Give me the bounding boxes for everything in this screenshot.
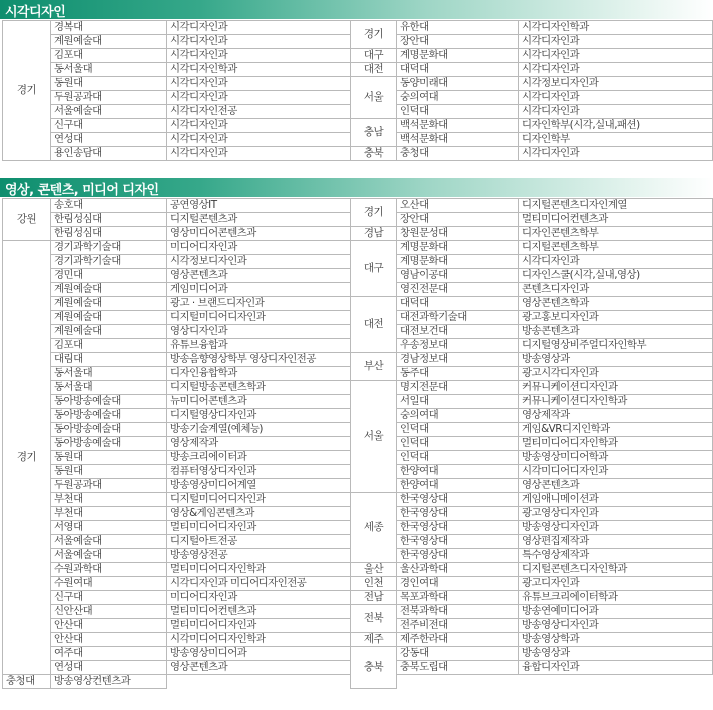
school-cell: 계명문화대 [397, 49, 519, 63]
region-cell: 경기 [351, 21, 397, 49]
school-cell: 충청대 [3, 675, 51, 689]
department-cell: 방송영상디자인과 [519, 521, 713, 535]
region-cell: 경기 [3, 241, 51, 675]
table-row [3, 633, 713, 647]
department-cell: 멀티미디어디자인학과 [167, 563, 351, 577]
department-cell: 시각정보디자인과 [167, 255, 351, 269]
school-cell: 영진전문대 [397, 283, 519, 297]
school-cell: 부천대 [51, 507, 167, 521]
department-cell: 시각디자인과 [167, 119, 351, 133]
department-cell: 시각디자인전공 [167, 105, 351, 119]
school-cell: 울산과학대 [397, 563, 519, 577]
school-cell: 서울예술대 [51, 549, 167, 563]
media-design-table [2, 198, 713, 689]
school-cell: 동원대 [51, 77, 167, 91]
school-cell: 백석문화대 [397, 133, 519, 147]
department-cell: 커뮤니케이션디자인과 [519, 381, 713, 395]
region-cell: 충북 [351, 147, 397, 161]
school-cell: 영남이공대 [397, 269, 519, 283]
school-cell: 한양여대 [397, 465, 519, 479]
school-cell: 계원예술대 [51, 325, 167, 339]
table-row [3, 381, 713, 395]
department-cell: 시각디자인과 [167, 35, 351, 49]
department-cell: 광고 · 브랜드디자인과 [167, 297, 351, 311]
school-cell: 신안산대 [51, 605, 167, 619]
region-cell: 전남 [351, 591, 397, 605]
table-row [3, 199, 713, 213]
department-cell: 영상디자인과 [167, 325, 351, 339]
department-cell: 방송영상미디어계열 [167, 479, 351, 493]
section-header-bar [0, 0, 713, 19]
table-row [3, 493, 713, 507]
school-cell: 동주대 [397, 367, 519, 381]
school-cell: 부천대 [51, 493, 167, 507]
department-cell: 디자인학부 [519, 133, 713, 147]
region-cell: 충남 [351, 119, 397, 147]
school-cell: 한림성심대 [51, 213, 167, 227]
department-cell: 디지털미디어디자인과 [167, 311, 351, 325]
school-cell: 서일대 [397, 395, 519, 409]
school-cell: 신구대 [51, 119, 167, 133]
department-cell: 영상제작과 [519, 409, 713, 423]
department-cell: 커뮤니케이션디자인학과 [519, 395, 713, 409]
region-cell: 경기 [351, 199, 397, 227]
school-cell: 동서울대 [51, 381, 167, 395]
school-cell: 두원공과대 [51, 479, 167, 493]
department-cell: 시각디자인과 [519, 105, 713, 119]
department-cell: 영상제작과 [167, 437, 351, 451]
school-cell: 경기과학기술대 [51, 255, 167, 269]
school-cell: 대전보건대 [397, 325, 519, 339]
school-cell: 계원예술대 [51, 283, 167, 297]
region-cell: 대전 [351, 297, 397, 353]
school-cell: 경인여대 [397, 577, 519, 591]
department-cell: 방송영상과 [519, 353, 713, 367]
department-cell: 시각디자인학과 [167, 63, 351, 77]
department-cell: 시각디자인과 [167, 133, 351, 147]
school-cell: 숭의여대 [397, 409, 519, 423]
school-cell: 강동대 [397, 647, 519, 661]
department-cell: 방송영상과 [519, 647, 713, 661]
school-cell: 대덕대 [397, 63, 519, 77]
department-cell: 시각디자인과 [519, 91, 713, 105]
region-cell: 충북 [351, 647, 397, 689]
school-cell: 전북과학대 [397, 605, 519, 619]
school-cell: 서울예술대 [51, 105, 167, 119]
department-cell: 방송콘텐츠과 [519, 325, 713, 339]
department-cell: 시각디자인과 미디어디자인전공 [167, 577, 351, 591]
department-cell: 광고디자인과 [519, 577, 713, 591]
department-cell: 게임미디어과 [167, 283, 351, 297]
department-cell: 방송연예미디어과 [519, 605, 713, 619]
school-cell: 대전과학기술대 [397, 311, 519, 325]
department-cell: 광고홍보디자인과 [519, 311, 713, 325]
department-cell: 영상콘텐츠과 [519, 479, 713, 493]
department-cell: 디지털미디어디자인과 [167, 493, 351, 507]
department-cell: 시각정보디자인과 [519, 77, 713, 91]
department-cell: 디지털콘텐츠학부 [519, 241, 713, 255]
school-cell: 숭의여대 [397, 91, 519, 105]
department-cell: 미디어디자인과 [167, 241, 351, 255]
school-cell: 수원과학대 [51, 563, 167, 577]
table-row [3, 147, 713, 161]
department-cell: 멀티미디어컨텐츠과 [167, 605, 351, 619]
department-cell: 시각디자인과 [167, 77, 351, 91]
region-cell: 대구 [351, 49, 397, 63]
department-cell: 시각디자인과 [167, 49, 351, 63]
department-cell: 광고영상디자인과 [519, 507, 713, 521]
department-cell: 융합디자인과 [519, 661, 713, 675]
department-cell: 유튜브융합과 [167, 339, 351, 353]
table-row [3, 77, 713, 91]
school-cell: 한양여대 [397, 479, 519, 493]
school-cell: 명지전문대 [397, 381, 519, 395]
department-cell: 유튜브크리에이터학과 [519, 591, 713, 605]
department-cell: 시각디자인과 [167, 91, 351, 105]
department-cell: 시각디자인과 [519, 49, 713, 63]
department-cell: 시각디자인학과 [519, 21, 713, 35]
department-cell: 멀티미디어컨텐츠과 [519, 213, 713, 227]
school-cell: 전주비전대 [397, 619, 519, 633]
region-cell: 전북 [351, 605, 397, 633]
department-cell: 게임&VR디지인학과 [519, 423, 713, 437]
school-cell: 동아방송예술대 [51, 409, 167, 423]
table-row [3, 119, 713, 133]
school-cell: 계원예술대 [51, 297, 167, 311]
department-cell: 디자인학부(시각,실내,패션) [519, 119, 713, 133]
school-cell: 오산대 [397, 199, 519, 213]
school-cell: 계명문화대 [397, 241, 519, 255]
school-cell: 서영대 [51, 521, 167, 535]
region-cell: 울산 [351, 563, 397, 577]
department-cell: 방송음향영상학부 영상디자인전공 [167, 353, 351, 367]
school-cell: 연성대 [51, 133, 167, 147]
department-cell: 영상편집제작과 [519, 535, 713, 549]
school-cell: 경민대 [51, 269, 167, 283]
department-cell: 방송영상전공 [167, 549, 351, 563]
department-cell: 디자인콘텐츠학부 [519, 227, 713, 241]
school-cell: 동원대 [51, 451, 167, 465]
table-row [3, 63, 713, 77]
region-cell: 서울 [351, 381, 397, 493]
school-cell: 백석문화대 [397, 119, 519, 133]
school-cell: 안산대 [51, 619, 167, 633]
department-cell: 시각미디어디자인학과 [167, 633, 351, 647]
department-cell: 뉴미디어콘텐츠과 [167, 395, 351, 409]
department-cell: 미디어디자인과 [167, 591, 351, 605]
department-cell: 멀티미디어디자인과 [167, 521, 351, 535]
department-cell: 영상미디어콘텐츠과 [167, 227, 351, 241]
region-cell: 부산 [351, 353, 397, 381]
region-cell: 경남 [351, 227, 397, 241]
school-cell: 한림성심대 [51, 227, 167, 241]
school-cell: 동서울대 [51, 63, 167, 77]
department-cell: 방송기술계열(예체능) [167, 423, 351, 437]
department-cell: 방송영상컨텐츠과 [51, 675, 167, 689]
school-cell: 인덕대 [397, 451, 519, 465]
school-cell: 계원예술대 [51, 35, 167, 49]
school-cell: 대덕대 [397, 297, 519, 311]
department-cell: 시각디자인과 [519, 63, 713, 77]
region-cell: 강원 [3, 199, 51, 241]
department-cell: 영상&게임콘텐츠과 [167, 507, 351, 521]
table-row [3, 353, 713, 367]
department-cell: 광고시각디자인과 [519, 367, 713, 381]
school-cell: 신구대 [51, 591, 167, 605]
region-cell: 제주 [351, 633, 397, 647]
department-cell: 멀티미디어디자인과 [167, 619, 351, 633]
school-cell: 김포대 [51, 339, 167, 353]
school-cell: 동아방송예술대 [51, 437, 167, 451]
table-row [3, 227, 713, 241]
school-cell: 대림대 [51, 353, 167, 367]
table-row [3, 563, 713, 577]
table-row [3, 21, 713, 35]
department-cell: 시각디자인과 [519, 35, 713, 49]
table-row [3, 49, 713, 63]
school-cell: 인덕대 [397, 437, 519, 451]
department-cell: 디지털영상디자인과 [167, 409, 351, 423]
department-cell: 영상콘텐츠과 [167, 661, 351, 675]
department-cell: 디지털콘텐츠디자인계열 [519, 199, 713, 213]
school-cell: 장안대 [397, 35, 519, 49]
school-cell: 송호대 [51, 199, 167, 213]
school-cell: 여주대 [51, 647, 167, 661]
department-cell: 특수영상제작과 [519, 549, 713, 563]
school-cell: 계원예술대 [51, 311, 167, 325]
school-cell: 용인송담대 [51, 147, 167, 161]
school-cell: 동원대 [51, 465, 167, 479]
region-cell: 서울 [351, 77, 397, 119]
school-cell: 한국영상대 [397, 535, 519, 549]
department-cell: 디지털영상비주얼디자인학부 [519, 339, 713, 353]
table-row [3, 605, 713, 619]
school-cell: 경복대 [51, 21, 167, 35]
section-title: 영상, 콘텐츠, 미디어 디자인 [5, 183, 159, 198]
school-cell: 안산대 [51, 633, 167, 647]
department-cell: 시각디자인과 [519, 147, 713, 161]
school-cell: 인덕대 [397, 105, 519, 119]
school-cell: 목포과학대 [397, 591, 519, 605]
school-cell: 인덕대 [397, 423, 519, 437]
department-cell: 디자인스쿨(시각,실내,영상) [519, 269, 713, 283]
school-cell: 서울예술대 [51, 535, 167, 549]
region-cell: 대구 [351, 241, 397, 297]
school-cell: 경남정보대 [397, 353, 519, 367]
school-cell: 한국영상대 [397, 521, 519, 535]
department-cell: 디지털콘텐츠디자인학과 [519, 563, 713, 577]
department-cell: 디자인융합학과 [167, 367, 351, 381]
school-cell: 장안대 [397, 213, 519, 227]
school-cell: 경기과학기술대 [51, 241, 167, 255]
section-title: 시각디자인 [5, 5, 66, 20]
department-cell: 방송영상미디어과 [167, 647, 351, 661]
region-cell: 경기 [3, 21, 51, 161]
department-cell: 방송영상미디어학과 [519, 451, 713, 465]
school-cell: 한국영상대 [397, 493, 519, 507]
region-cell: 세종 [351, 493, 397, 563]
department-cell: 콘텐츠디자인과 [519, 283, 713, 297]
school-cell: 유한대 [397, 21, 519, 35]
school-cell: 동아방송예술대 [51, 395, 167, 409]
visual-design-table [2, 20, 713, 161]
department-cell: 시각디자인과 [167, 147, 351, 161]
school-cell: 연성대 [51, 661, 167, 675]
region-cell: 인천 [351, 577, 397, 591]
department-cell: 컴퓨터영상디자인과 [167, 465, 351, 479]
school-cell: 충북도립대 [397, 661, 519, 675]
department-cell: 방송영상디자인과 [519, 619, 713, 633]
department-cell: 시각디자인과 [167, 21, 351, 35]
department-cell: 영상콘텐츠과 [167, 269, 351, 283]
school-cell: 계명문화대 [397, 255, 519, 269]
region-cell: 대전 [351, 63, 397, 77]
table-row [3, 647, 713, 661]
school-cell: 한국영상대 [397, 549, 519, 563]
department-cell: 방송영상학과 [519, 633, 713, 647]
department-cell: 시각미디어디자인과 [519, 465, 713, 479]
school-cell: 수원여대 [51, 577, 167, 591]
school-cell: 동아방송예술대 [51, 423, 167, 437]
school-cell: 한국영상대 [397, 507, 519, 521]
school-cell: 충청대 [397, 147, 519, 161]
department-cell: 방송크리에이터과 [167, 451, 351, 465]
school-cell: 우송정보대 [397, 339, 519, 353]
school-cell: 동서울대 [51, 367, 167, 381]
school-cell: 두원공과대 [51, 91, 167, 105]
department-cell: 시각디자인과 [519, 255, 713, 269]
table-row [3, 241, 713, 255]
school-cell: 김포대 [51, 49, 167, 63]
school-cell: 동양미래대 [397, 77, 519, 91]
department-cell: 디지털콘텐츠과 [167, 213, 351, 227]
department-cell: 영상콘텐츠학과 [519, 297, 713, 311]
school-cell: 제주한라대 [397, 633, 519, 647]
department-cell: 멀티미디어디자인학과 [519, 437, 713, 451]
department-cell: 디지털방송콘텐츠학과 [167, 381, 351, 395]
table-row [3, 577, 713, 591]
table-row [3, 297, 713, 311]
department-cell: 게임애니메이션과 [519, 493, 713, 507]
department-cell: 디지털아트전공 [167, 535, 351, 549]
table-row [3, 591, 713, 605]
department-cell: 공연영상IT [167, 199, 351, 213]
school-cell: 창원문성대 [397, 227, 519, 241]
